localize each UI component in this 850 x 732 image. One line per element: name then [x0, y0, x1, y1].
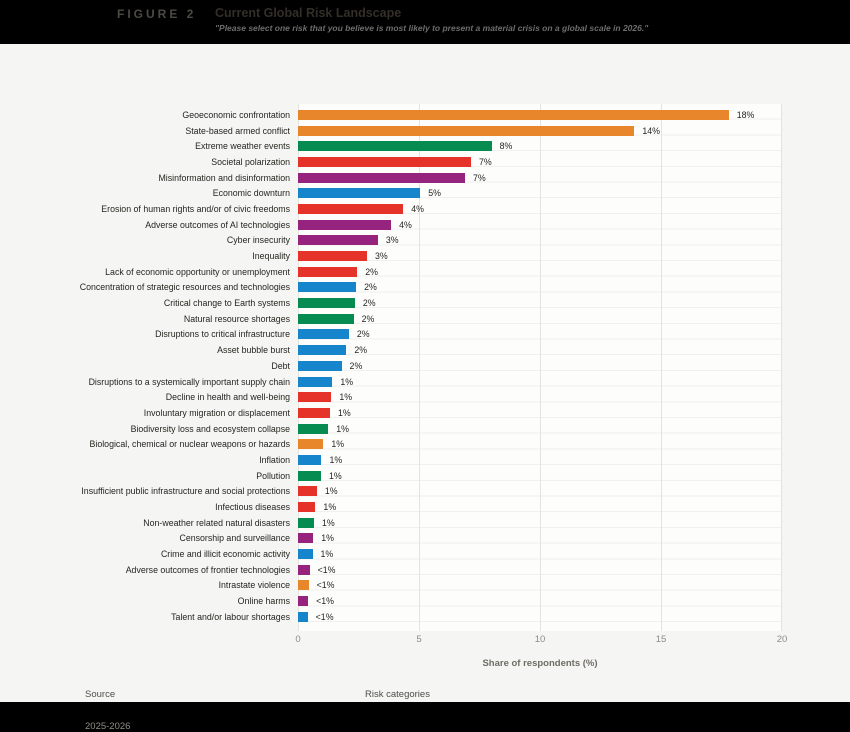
figure-label: FIGURE 2 — [117, 7, 197, 21]
risk-row — [0, 374, 850, 390]
risk-label: Inequality — [252, 251, 290, 262]
risk-bar — [298, 612, 308, 622]
risk-bar — [298, 251, 367, 261]
risk-row — [0, 358, 850, 374]
risk-value: 14% — [642, 125, 660, 136]
risk-label: Censorship and surveillance — [179, 533, 290, 544]
risk-value: 2% — [349, 360, 363, 371]
risk-row — [0, 436, 850, 452]
risk-bar — [298, 126, 634, 136]
risk-row — [0, 280, 850, 296]
risk-label: Adverse outcomes of frontier technologies — [125, 564, 290, 575]
risk-row — [0, 593, 850, 609]
figure-header — [0, 0, 850, 44]
risk-bar — [298, 188, 420, 198]
risk-label: Intrastate violence — [218, 580, 290, 591]
risk-value: 3% — [385, 235, 399, 246]
risk-label: Disruptions to a systemically important supply chain — [88, 376, 290, 387]
risk-bar — [298, 298, 355, 308]
risk-row — [0, 421, 850, 437]
risk-label: Talent and/or labour shortages — [171, 611, 290, 622]
risk-value: 8% — [499, 141, 513, 152]
risk-value: 1% — [324, 486, 338, 497]
risk-bar — [298, 220, 391, 230]
risk-value: 1% — [321, 517, 335, 528]
risk-row — [0, 562, 850, 578]
risk-row — [0, 217, 850, 233]
risk-row — [0, 123, 850, 139]
risk-row — [0, 389, 850, 405]
risk-bar — [298, 533, 313, 543]
risk-row — [0, 405, 850, 421]
figure-subtitle: "Please select one risk that you believe is most likely to present a material crisis on a global scale in 2026." — [215, 23, 649, 33]
risk-row — [0, 201, 850, 217]
risk-row — [0, 515, 850, 531]
source-years: 2025-2026 — [85, 721, 131, 732]
risk-value: 2% — [365, 266, 378, 277]
risk-row — [0, 264, 850, 280]
risk-label: Biodiversity loss and ecosystem collapse — [130, 423, 290, 434]
risk-bar — [298, 345, 346, 355]
risk-value: 2% — [362, 298, 376, 309]
bar-rows — [0, 107, 850, 625]
risk-bar — [298, 518, 314, 528]
risk-row — [0, 484, 850, 500]
risk-value: 1% — [320, 549, 334, 560]
risk-value: 1% — [323, 502, 337, 513]
risk-label: Non-weather related natural disasters — [143, 517, 290, 528]
risk-label: Crime and illicit economic activity — [160, 549, 290, 560]
risk-bar — [298, 471, 321, 481]
risk-bar — [298, 329, 349, 339]
risk-label: State-based armed conflict — [185, 125, 290, 136]
x-tick-label: 20 — [776, 634, 788, 645]
risk-bar — [298, 408, 330, 418]
risk-row — [0, 107, 850, 123]
x-tick-label: 15 — [655, 634, 667, 645]
risk-row — [0, 295, 850, 311]
risk-value: <1% — [315, 611, 334, 622]
risk-value: 7% — [472, 172, 486, 183]
risk-bar — [298, 282, 356, 292]
risk-label: Critical change to Earth systems — [163, 298, 290, 309]
risk-row — [0, 248, 850, 264]
risk-row — [0, 327, 850, 343]
risk-value: 1% — [331, 439, 345, 450]
risk-label: Insufficient public infrastructure and social protections — [81, 486, 290, 497]
risk-label: Economic downturn — [212, 188, 290, 199]
risk-row — [0, 185, 850, 201]
risk-bar — [298, 173, 465, 183]
risk-bar — [298, 486, 317, 496]
risk-bar — [298, 110, 729, 120]
risk-value: 1% — [337, 407, 351, 418]
legend-title: Risk categories — [365, 689, 430, 700]
risk-bar — [298, 235, 378, 245]
risk-bar — [298, 204, 403, 214]
risk-bar — [298, 392, 331, 402]
risk-bar — [298, 455, 321, 465]
risk-bar — [298, 361, 342, 371]
risk-row — [0, 531, 850, 547]
risk-row — [0, 546, 850, 562]
risk-value: 1% — [329, 454, 343, 465]
x-tick-label: 5 — [416, 634, 422, 645]
x-axis-ticks — [0, 634, 850, 646]
risk-label: Erosion of human rights and/or of civic freedoms — [101, 203, 290, 214]
risk-bar — [298, 377, 332, 387]
risk-row — [0, 578, 850, 594]
risk-value: 5% — [428, 188, 441, 199]
risk-value: 1% — [339, 392, 353, 403]
risk-value: 1% — [328, 470, 342, 481]
risk-bar — [298, 502, 315, 512]
risk-row — [0, 170, 850, 186]
risk-bar — [298, 565, 310, 575]
risk-value: 2% — [364, 282, 377, 293]
figure-title: Current Global Risk Landscape — [215, 6, 402, 20]
risk-row — [0, 233, 850, 249]
risk-value: <1% — [316, 596, 335, 607]
risk-row — [0, 609, 850, 625]
risk-label: Lack of economic opportunity or unemployment — [105, 266, 290, 277]
risk-value: 4% — [411, 203, 424, 214]
risk-label: Cyber insecurity — [226, 235, 290, 246]
risk-row — [0, 468, 850, 484]
risk-value: <1% — [317, 564, 336, 575]
risk-row — [0, 499, 850, 515]
risk-label: Biological, chemical or nuclear weapons or hazards — [89, 439, 290, 450]
risk-value: 1% — [321, 533, 334, 544]
risk-bar — [298, 267, 357, 277]
risk-label: Infectious diseases — [215, 502, 290, 513]
risk-bar — [298, 157, 471, 167]
bottom-band — [0, 702, 850, 721]
risk-value: 3% — [374, 251, 388, 262]
risk-value: 18% — [736, 109, 755, 120]
risk-label: Disruptions to critical infrastructure — [155, 329, 290, 340]
risk-value: 4% — [399, 219, 412, 230]
risk-label: Misinformation and disinformation — [158, 172, 290, 183]
x-axis-label: Share of respondents (%) — [482, 658, 598, 669]
risk-label: Inflation — [259, 454, 290, 465]
x-tick-label: 0 — [295, 634, 301, 645]
risk-value: 7% — [479, 156, 492, 167]
risk-bar — [298, 141, 492, 151]
risk-row — [0, 342, 850, 358]
risk-label: Online harms — [237, 596, 290, 607]
risk-row — [0, 154, 850, 170]
source-label: Source — [85, 689, 116, 700]
risk-bar — [298, 596, 308, 606]
risk-label: Extreme weather events — [195, 141, 290, 152]
risk-value: 2% — [354, 345, 368, 356]
risk-value: <1% — [316, 580, 335, 591]
risk-label: Asset bubble burst — [217, 345, 290, 356]
risk-value: 2% — [356, 329, 370, 340]
risk-label: Societal polarization — [211, 156, 290, 167]
risk-label: Pollution — [256, 470, 290, 481]
risk-value: 1% — [340, 376, 354, 387]
chart-area — [0, 44, 850, 732]
risk-bar — [298, 424, 328, 434]
risk-row — [0, 138, 850, 154]
risk-bar — [298, 314, 354, 324]
risk-bar — [298, 439, 323, 449]
risk-row — [0, 311, 850, 327]
risk-bar — [298, 580, 309, 590]
risk-label: Natural resource shortages — [183, 313, 290, 324]
x-tick-label: 10 — [534, 634, 546, 645]
risk-label: Concentration of strategic resources and technologies — [79, 282, 290, 293]
risk-label: Adverse outcomes of AI technologies — [145, 219, 290, 230]
risk-label: Decline in health and well-being — [165, 392, 290, 403]
risk-row — [0, 452, 850, 468]
risk-label: Involuntary migration or displacement — [143, 407, 290, 418]
risk-label: Geoeconomic confrontation — [182, 109, 290, 120]
risk-value: 1% — [336, 423, 349, 434]
risk-value: 2% — [361, 313, 375, 324]
risk-bar — [298, 549, 313, 559]
risk-label: Debt — [271, 360, 290, 371]
